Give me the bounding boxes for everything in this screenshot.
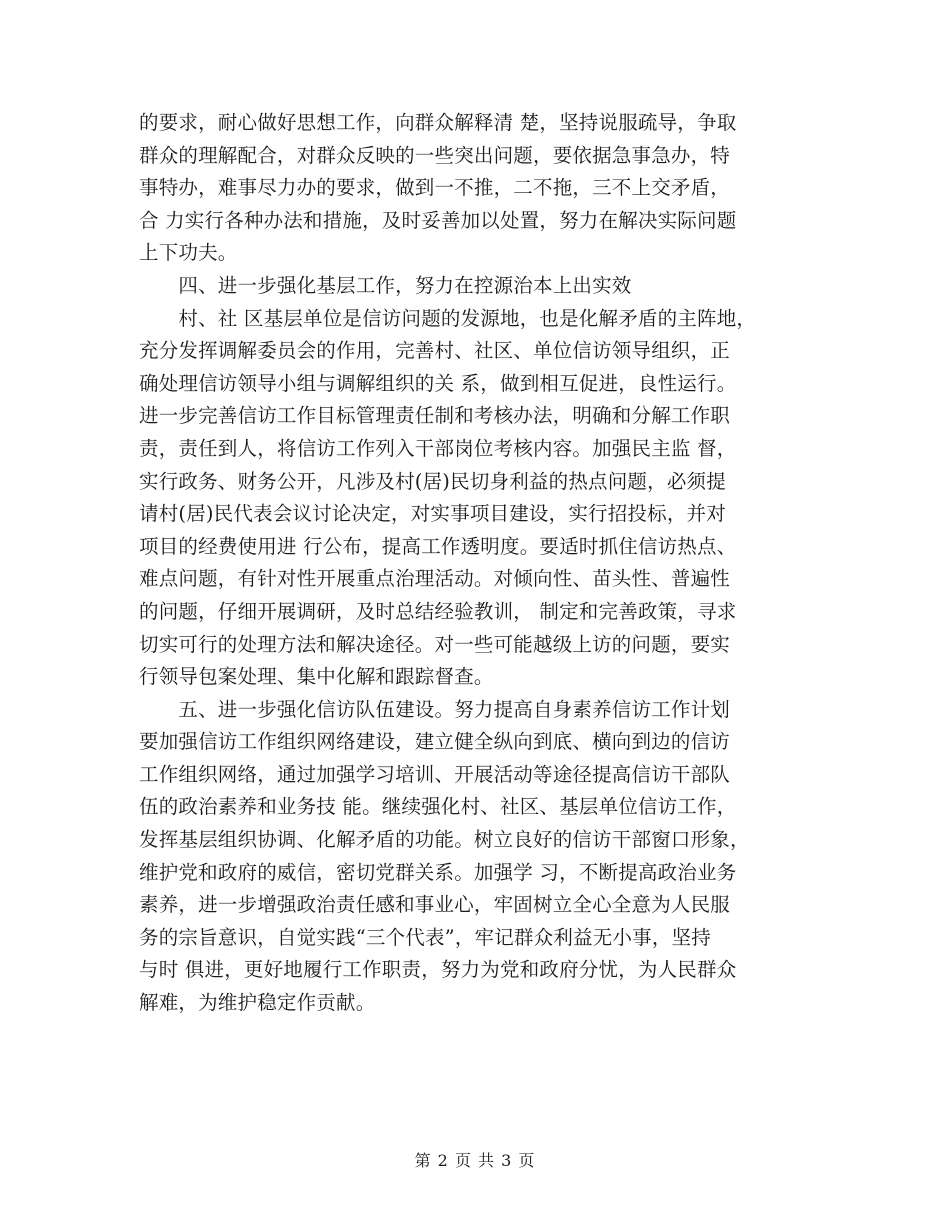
text-line: 要加强信访工作组织网络建设，建立健全纵向到底、横向到边的信访 [139, 730, 731, 754]
text-line: 充分发挥调解委员会的作用，完善村、社区、单位信访领导组织，正 [139, 339, 731, 363]
text-line: 难点问题，有针对性开展重点治理活动。对倾向性、苗头性、普遍性 [139, 567, 731, 591]
text-line: 工作组织网络，通过加强学习培训、开展活动等途径提高信访干部队 [139, 762, 731, 786]
text-line: 维护党和政府的威信，密切党群关系。加强学 习，不断提高政治业务 [139, 860, 737, 884]
text-line: 切实可行的处理方法和解决途径。对一些可能越级上访的问题，要实 [139, 632, 731, 656]
text-line: 村、社 区基层单位是信访问题的发源地，也是化解矛盾的主阵地， [139, 306, 757, 330]
text-line: 发挥基层组织协调、化解矛盾的功能。树立良好的信访干部窗口形象， [139, 828, 750, 852]
text-line: 事特办，难事尽力办的要求，做到一不推，二不拖，三不上交矛盾， [139, 176, 731, 200]
text-line: 群众的理解配合，对群众反映的一些突出问题，要依据急事急办，特 [139, 143, 731, 167]
text-line: 四、进一步强化基层工作，努力在控源治本上出实效 [139, 273, 632, 297]
text-line: 确处理信访领导小组与调解组织的关 系，做到相互促进，良性运行。 [139, 371, 737, 395]
text-line: 请村(居)民代表会议讨论决定，对实事项目建设，实行招投标，并对 [139, 502, 726, 526]
text-line: 行领导包案处理、集中化解和跟踪督查。 [139, 665, 494, 689]
text-line: 项目的经费使用进 行公布，提高工作透明度。要适时抓住信访热点、 [139, 534, 737, 558]
text-line: 实行政务、财务公开，凡涉及村(居)民切身利益的热点问题，必须提 [139, 469, 726, 493]
document-body [139, 107, 829, 1020]
text-line: 上下功夫。 [139, 241, 238, 265]
text-line: 解难，为维护稳定作贡献。 [139, 991, 376, 1015]
text-line: 合 力实行各种办法和措施，及时妥善加以处置，努力在解决实际问题 [139, 208, 737, 232]
text-line: 进一步完善信访工作目标管理责任制和考核办法，明确和分解工作职 [139, 404, 731, 428]
text-line: 务的宗旨意识，自觉实践“三个代表”，牢记群众利益无小事，坚持 [139, 925, 711, 949]
text-line: 五、进一步强化信访队伍建设。努力提高自身素养信访工作计划 [139, 697, 731, 721]
text-line: 伍的政治素养和业务技 能。继续强化村、社区、基层单位信访工作， [139, 795, 737, 819]
text-line: 的问题，仔细开展调研，及时总结经验教训， 制定和完善政策，寻求 [139, 599, 737, 623]
text-line: 的要求，耐心做好思想工作，向群众解释清 楚，坚持说服疏导，争取 [139, 111, 737, 134]
text-line: 素养，进一步增强政治责任感和事业心，牢固树立全心全意为人民服 [139, 893, 731, 917]
page-footer: 第 2 页 共 3 页 [414, 1151, 536, 1170]
text-line: 与时 俱进，更好地履行工作职责，努力为党和政府分忧，为人民群众 [139, 958, 737, 982]
text-line: 责，责任到人，将信访工作列入干部岗位考核内容。加强民主监 督， [139, 436, 737, 460]
